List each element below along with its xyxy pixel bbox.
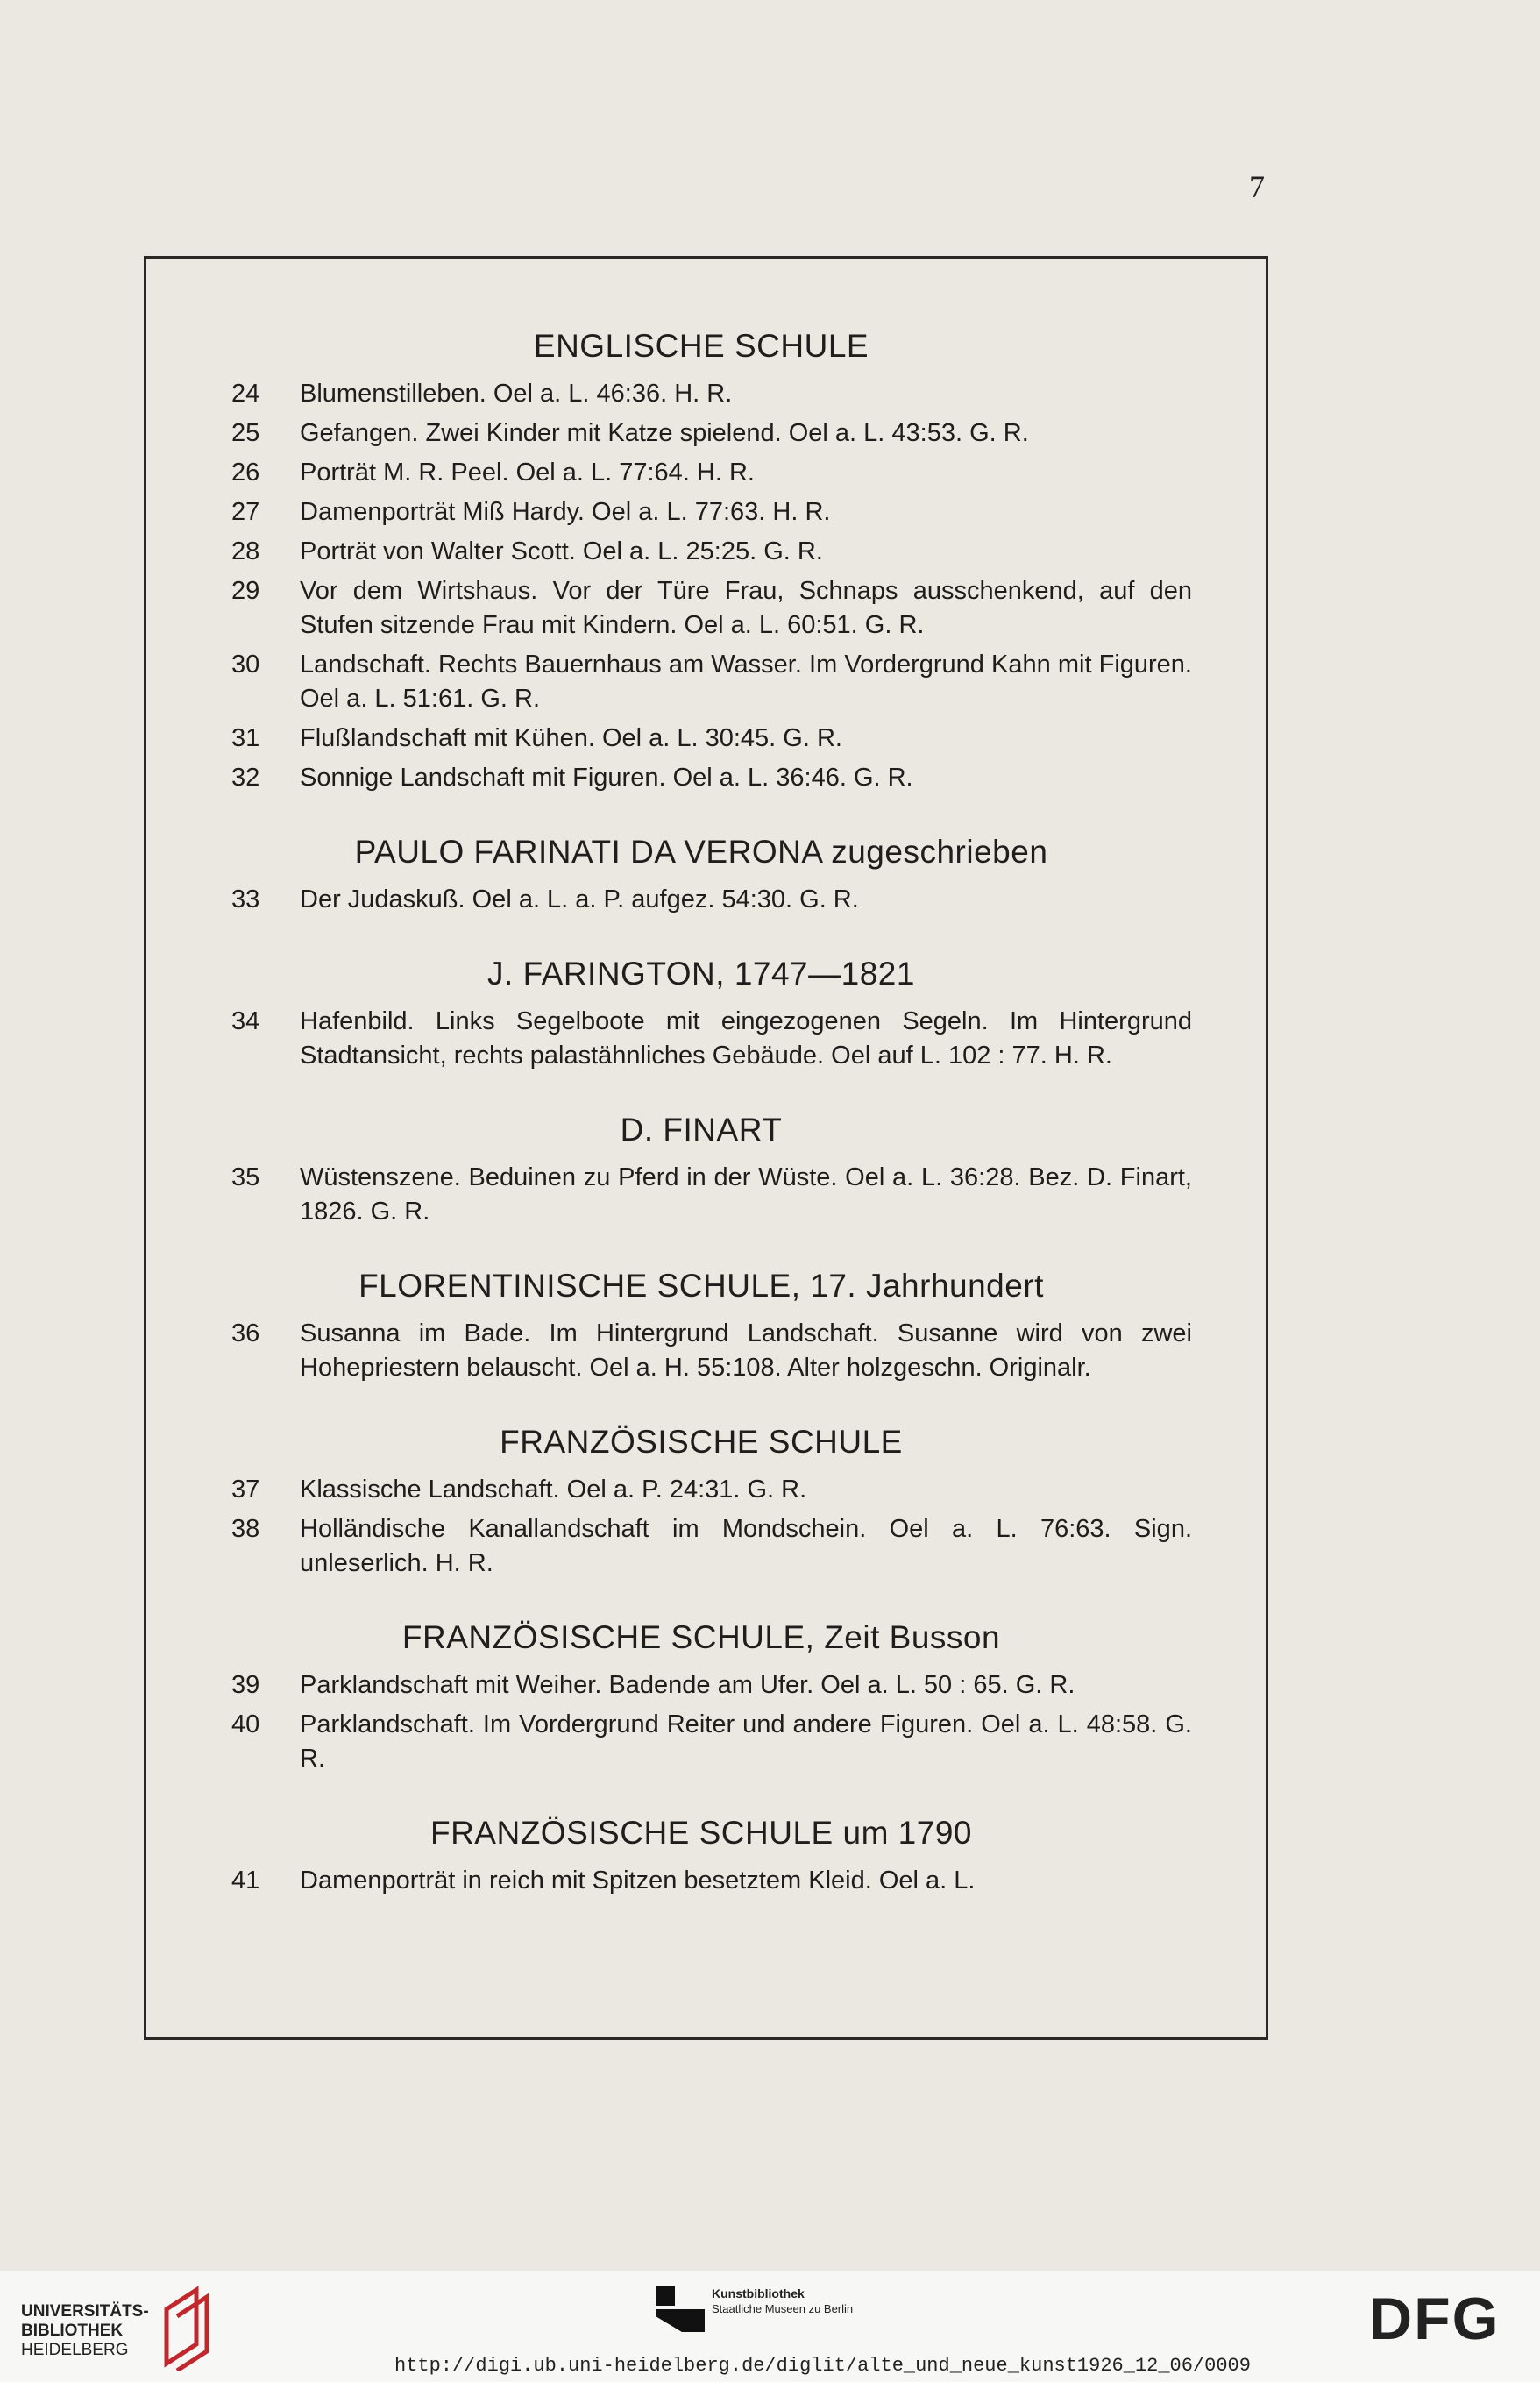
entry-description: Holländische Kanallandschaft im Mondschein. Oel a. L. 76:63. Sign. unleserlich. H. R. <box>300 1515 1192 1577</box>
entry-description: Porträt M. R. Peel. Oel a. L. 77:64. H. R. <box>300 459 755 487</box>
catalog-section <box>210 800 1192 917</box>
entry-description: Klassische Landschaft. Oel a. P. 24:31. G. R. <box>300 1475 807 1504</box>
section-heading: FRANZÖSISCHE SCHULE <box>500 1424 903 1460</box>
catalog-entry <box>210 1708 1192 1776</box>
section-spacer <box>210 800 1192 830</box>
entry-description: Sonnige Landschaft mit Figuren. Oel a. L. 36:46. G. R. <box>300 764 913 792</box>
entry-description: Vor dem Wirtshaus. Vor der Türe Frau, Schnaps ausschenkend, auf den Stufen sitzende Frau mit Kindern. Oel a. L. 60:51. G. R. <box>300 577 1192 639</box>
kb-line2: Staatliche Museen zu Berlin <box>712 2302 854 2315</box>
entry-description: Susanna im Bade. Im Hintergrund Landschaft. Susanne wird von zwei Hohepriestern belauscht. Oel a. H. 55:108. Alter holzgeschn. Originalr. <box>300 1319 1192 1382</box>
section-spacer <box>210 1234 1192 1264</box>
catalog-entry <box>210 883 1192 917</box>
ub-logo-line1: UNIVERSITÄTS- <box>21 2302 149 2321</box>
entry-number: 26 <box>231 459 260 487</box>
catalog-section <box>210 1586 1192 1776</box>
catalog-entry <box>210 416 1192 451</box>
section-heading: J. FARINGTON, 1747—1821 <box>487 956 915 992</box>
ub-logo-line2: BIBLIOTHEK <box>21 2322 124 2340</box>
entry-description: Flußlandschaft mit Kühen. Oel a. L. 30:45. G. R. <box>300 724 842 752</box>
catalog-entry <box>210 377 1192 411</box>
catalog-entry <box>210 1005 1192 1073</box>
section-spacer <box>210 1390 1192 1420</box>
dfg-logo[interactable]: DFG <box>1369 2286 1501 2352</box>
entry-number: 34 <box>231 1007 260 1035</box>
kunstbibliothek-label[interactable] <box>712 2286 853 2316</box>
catalog-section <box>210 922 1192 1073</box>
catalog-section <box>210 324 1192 795</box>
catalog-entry <box>210 1512 1192 1581</box>
entry-description: Porträt von Walter Scott. Oel a. L. 25:25. G. R. <box>300 537 823 565</box>
entry-description: Parklandschaft mit Weiher. Badende am Ufer. Oel a. L. 50 : 65. G. R. <box>300 1671 1075 1699</box>
entry-description: Blumenstilleben. Oel a. L. 46:36. H. R. <box>300 380 733 408</box>
kunstbibliothek-icon <box>656 2286 705 2332</box>
section-heading: FLORENTINISCHE SCHULE, 17. Jahrhundert <box>358 1268 1044 1304</box>
catalog-entry <box>210 761 1192 795</box>
section-heading: FRANZÖSISCHE SCHULE, Zeit Busson <box>401 1619 1001 1655</box>
section-heading: PAULO FARINATI DA VERONA zugeschrieben <box>354 834 1048 870</box>
entry-number: 32 <box>231 764 260 792</box>
entry-number: 37 <box>231 1475 260 1504</box>
entry-number: 30 <box>231 651 260 679</box>
entry-number: 41 <box>231 1866 260 1895</box>
entry-number: 39 <box>231 1671 260 1699</box>
catalog-entry <box>210 456 1192 490</box>
entry-number: 36 <box>231 1319 260 1347</box>
entry-number: 28 <box>231 537 260 565</box>
catalog-entry <box>210 535 1192 569</box>
catalog-entry <box>210 1161 1192 1229</box>
entry-number: 27 <box>231 498 260 526</box>
catalog-section <box>210 1234 1192 1385</box>
page-number: 7 <box>1249 169 1265 204</box>
section-heading: FRANZÖSISCHE SCHULE um 1790 <box>429 1815 972 1851</box>
ub-heidelberg-logo[interactable] <box>21 2302 149 2360</box>
entry-number: 31 <box>231 724 260 752</box>
catalog-entry <box>210 722 1192 756</box>
section-heading: ENGLISCHE SCHULE <box>533 328 869 364</box>
entry-description: Der Judaskuß. Oel a. L. a. P. aufgez. 54:30. G. R. <box>300 885 859 914</box>
entry-description: Gefangen. Zwei Kinder mit Katze spielend. Oel a. L. 43:53. G. R. <box>300 419 1029 447</box>
catalog-entry <box>210 574 1192 643</box>
entry-number: 29 <box>231 577 260 605</box>
section-heading: D. FINART <box>620 1112 783 1148</box>
entry-number: 38 <box>231 1515 260 1543</box>
ub-logo-line3: HEIDELBERG <box>21 2341 129 2359</box>
entry-description: Wüstenszene. Beduinen zu Pferd in der Wüste. Oel a. L. 36:28. Bez. D. Finart, 1826. G. R. <box>300 1163 1192 1226</box>
entry-number: 33 <box>231 885 260 914</box>
catalog-section <box>210 1390 1192 1581</box>
entry-description: Damenporträt in reich mit Spitzen besetztem Kleid. Oel a. L. <box>300 1866 976 1895</box>
section-spacer <box>210 922 1192 952</box>
catalog-entry <box>210 495 1192 530</box>
catalog-content <box>210 324 1192 1903</box>
entry-number: 24 <box>231 380 260 408</box>
source-url[interactable]: http://digi.ub.uni-heidelberg.de/diglit/alte_und_neue_kunst1926_12_06/0009 <box>394 2355 1251 2377</box>
ub-book-icon <box>156 2283 217 2371</box>
kb-line1: Kunstbibliothek <box>712 2286 805 2300</box>
section-spacer <box>210 1078 1192 1108</box>
entry-description: Parklandschaft. Im Vordergrund Reiter und andere Figuren. Oel a. L. 48:58. G. R. <box>300 1710 1192 1773</box>
entry-description: Hafenbild. Links Segelboote mit eingezogenen Segeln. Im Hintergrund Stadtansicht, rechts palastähnliches Gebäude. Oel auf L. 102 : 77. H. R. <box>300 1007 1192 1070</box>
catalog-entry <box>210 648 1192 716</box>
catalog-section <box>210 1078 1192 1229</box>
catalog-entry <box>210 1864 1192 1898</box>
entry-number: 40 <box>231 1710 260 1739</box>
entry-number: 35 <box>231 1163 260 1191</box>
catalog-entry <box>210 1473 1192 1507</box>
entry-description: Damenporträt Miß Hardy. Oel a. L. 77:63. H. R. <box>300 498 831 526</box>
catalog-entry <box>210 1668 1192 1703</box>
section-spacer <box>210 1586 1192 1616</box>
catalog-section <box>210 1781 1192 1898</box>
catalog-entry <box>210 1317 1192 1385</box>
entry-number: 25 <box>231 419 260 447</box>
section-spacer <box>210 1781 1192 1811</box>
entry-description: Landschaft. Rechts Bauernhaus am Wasser. Im Vordergrund Kahn mit Figuren. Oel a. L. 51:61. G. R. <box>300 651 1192 713</box>
